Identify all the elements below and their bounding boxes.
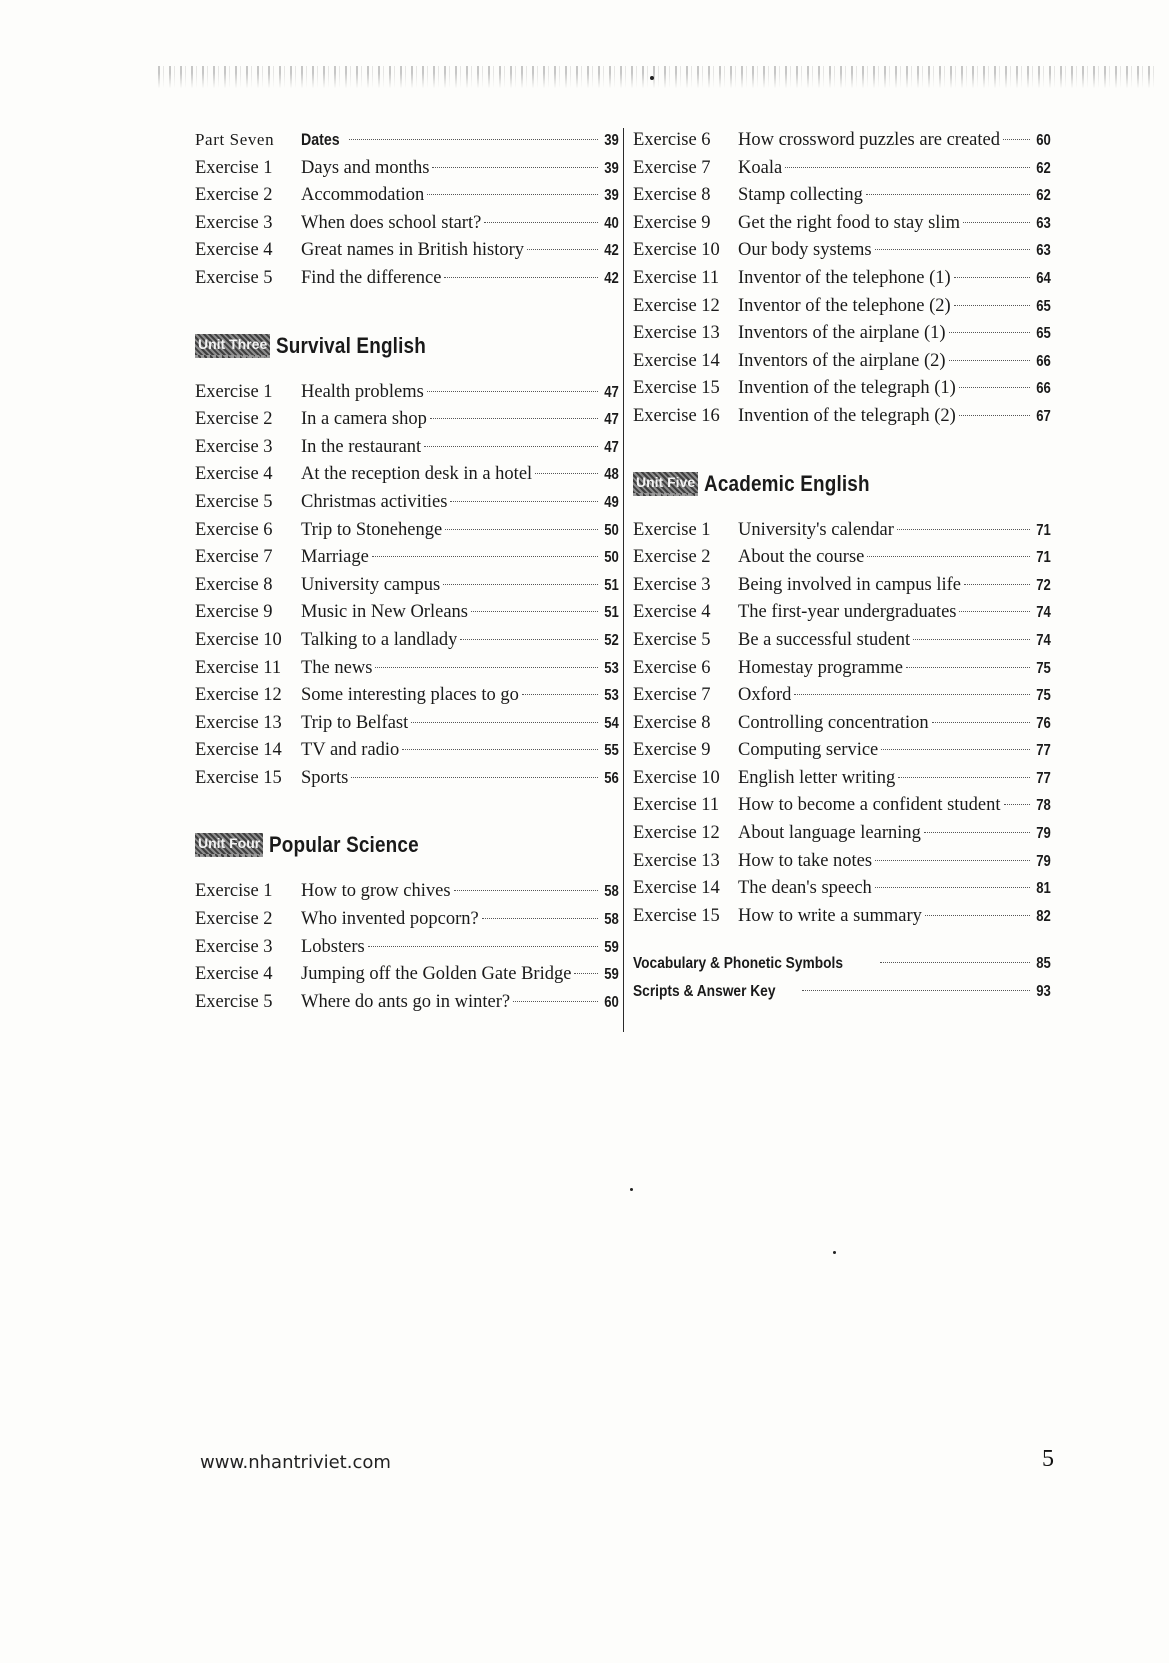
toc-page-number: 79 xyxy=(1036,852,1051,870)
toc-entry[interactable] xyxy=(195,158,619,186)
toc-page-number: 58 xyxy=(604,883,619,901)
toc-exercise-title: University's calendar xyxy=(738,519,894,540)
toc-entry[interactable] xyxy=(633,768,1051,796)
right-column xyxy=(633,130,1051,1011)
toc-exercise-title: How to take notes xyxy=(738,850,873,871)
toc-page-number: 82 xyxy=(1036,907,1051,925)
toc-exercise-title: Sports xyxy=(301,767,349,788)
leader-dots xyxy=(897,529,1030,530)
scan-noise xyxy=(158,66,1158,94)
toc-exercise-title: Marriage xyxy=(301,547,369,568)
toc-page-number: 53 xyxy=(604,687,619,705)
leader-dots xyxy=(444,277,598,278)
leader-dots xyxy=(522,694,598,695)
toc-entry[interactable] xyxy=(195,602,619,630)
leader-dots xyxy=(427,391,598,392)
toc-exercise-label: Exercise 4 xyxy=(195,964,273,985)
toc-entry[interactable] xyxy=(195,964,619,992)
leader-dots xyxy=(513,1001,598,1002)
toc-page-number: 72 xyxy=(1036,576,1051,594)
toc-exercise-title: Music in New Orleans xyxy=(301,602,468,623)
leader-dots xyxy=(574,973,598,974)
toc-entry[interactable] xyxy=(195,658,619,686)
toc-page-number: 63 xyxy=(1036,242,1051,260)
toc-entry[interactable] xyxy=(195,713,619,741)
leader-dots xyxy=(925,915,1030,916)
leader-dots xyxy=(460,639,598,640)
toc-exercise-label: Exercise 9 xyxy=(633,740,711,761)
toc-entry[interactable] xyxy=(633,851,1051,879)
toc-page-number: 50 xyxy=(604,521,619,539)
leader-dots xyxy=(411,722,598,723)
toc-exercise-label: Exercise 8 xyxy=(633,712,711,733)
toc-exercise-title: Accommodation xyxy=(301,185,425,206)
toc-page-number: 39 xyxy=(604,132,619,149)
part-seven-list xyxy=(195,158,619,296)
toc-entry[interactable] xyxy=(195,213,619,241)
unit-title: Academic English xyxy=(704,470,870,496)
toc-page-number: 52 xyxy=(604,631,619,649)
toc-exercise-title: About the course xyxy=(738,547,865,568)
footer-url[interactable]: www.nhantriviet.com xyxy=(200,1452,391,1473)
toc-appendix-entry[interactable] xyxy=(633,955,1051,983)
toc-page-number: 56 xyxy=(604,769,619,787)
leader-dots xyxy=(349,139,598,140)
toc-page-number: 42 xyxy=(604,269,619,287)
unit-three-list xyxy=(195,382,619,796)
toc-page-number: 65 xyxy=(1036,325,1051,343)
toc-exercise-label: Exercise 10 xyxy=(633,240,720,261)
toc-entry[interactable] xyxy=(633,713,1051,741)
toc-exercise-title: Stamp collecting xyxy=(738,185,863,206)
toc-exercise-title: Homestay programme xyxy=(738,657,903,678)
toc-exercise-label: Exercise 5 xyxy=(195,991,273,1012)
leader-dots xyxy=(913,639,1030,640)
unit-title: Survival English xyxy=(276,332,427,358)
toc-exercise-title: At the reception desk in a hotel xyxy=(301,464,533,485)
leader-dots xyxy=(535,473,598,474)
toc-exercise-label: Exercise 5 xyxy=(195,491,273,512)
unit-badge: Unit Four xyxy=(195,833,263,857)
toc-exercise-label: Exercise 1 xyxy=(195,881,273,902)
leader-dots xyxy=(402,749,598,750)
toc-exercise-title: Some interesting places to go xyxy=(301,685,519,706)
toc-entry[interactable] xyxy=(633,158,1051,186)
toc-exercise-title: The dean's speech xyxy=(738,878,872,899)
toc-page-number: 66 xyxy=(1036,352,1051,370)
toc-exercise-title: The first-year undergraduates xyxy=(738,602,957,623)
leader-dots xyxy=(484,222,598,223)
toc-page-number: 51 xyxy=(604,576,619,594)
toc-exercise-label: Exercise 2 xyxy=(633,547,711,568)
leader-dots xyxy=(432,167,598,168)
leader-dots xyxy=(427,194,598,195)
toc-exercise-title: Our body systems xyxy=(738,240,872,261)
leader-dots xyxy=(898,777,1030,778)
toc-page-number: 71 xyxy=(1036,549,1051,567)
toc-page-number: 63 xyxy=(1036,214,1051,232)
leader-dots xyxy=(430,418,598,419)
toc-entry[interactable] xyxy=(195,520,619,548)
toc-page-number: 39 xyxy=(604,187,619,205)
toc-page-number: 40 xyxy=(604,214,619,232)
toc-entry[interactable] xyxy=(633,185,1051,213)
toc-exercise-label: Exercise 1 xyxy=(195,157,273,178)
unit-three-heading xyxy=(195,326,619,366)
toc-exercise-title: In a camera shop xyxy=(301,409,427,430)
toc-page-number: 64 xyxy=(1036,269,1051,287)
toc-exercise-title: University campus xyxy=(301,574,441,595)
toc-exercise-label: Exercise 2 xyxy=(195,185,273,206)
toc-entry[interactable] xyxy=(633,406,1051,434)
toc-exercise-label: Exercise 5 xyxy=(633,629,711,650)
leader-dots xyxy=(949,360,1031,361)
footer-page-number: 5 xyxy=(1042,1446,1054,1472)
toc-entry[interactable] xyxy=(633,658,1051,686)
toc-exercise-label: Exercise 14 xyxy=(633,350,720,371)
toc-part-label: Part Seven xyxy=(195,130,275,149)
toc-page-number: 79 xyxy=(1036,825,1051,843)
toc-page-number: 58 xyxy=(604,911,619,929)
toc-exercise-title: Trip to Stonehenge xyxy=(301,519,443,540)
toc-page-number: 74 xyxy=(1036,604,1051,622)
toc-entry[interactable] xyxy=(195,740,619,768)
toc-exercise-label: Exercise 11 xyxy=(633,267,720,288)
toc-entry[interactable] xyxy=(195,409,619,437)
left-column xyxy=(195,130,619,1019)
toc-exercise-label: Exercise 15 xyxy=(633,378,720,399)
toc-exercise-label: Exercise 14 xyxy=(633,878,720,899)
toc-exercise-title: Controlling concentration xyxy=(738,712,929,733)
toc-exercise-label: Exercise 7 xyxy=(195,547,273,568)
toc-page-number: 65 xyxy=(1036,297,1051,315)
leader-dots xyxy=(959,611,1030,612)
unit-badge: Unit Five xyxy=(633,472,698,496)
toc-exercise-title: How to become a confident student xyxy=(738,795,1001,816)
toc-exercise-title: The news xyxy=(301,657,373,678)
toc-page-number: 74 xyxy=(1036,631,1051,649)
toc-exercise-title: Talking to a landlady xyxy=(301,629,458,650)
toc-exercise-label: Exercise 5 xyxy=(195,267,273,288)
toc-exercise-title: Inventor of the telephone (1) xyxy=(738,267,951,288)
toc-page-number: 62 xyxy=(1036,187,1051,205)
scan-speck xyxy=(833,1251,836,1254)
leader-dots xyxy=(1004,804,1031,805)
leader-dots xyxy=(875,887,1030,888)
unit-four-continued-list xyxy=(633,130,1051,434)
toc-page-number: 77 xyxy=(1036,769,1051,787)
toc-entry[interactable] xyxy=(633,296,1051,324)
toc-page-number: 85 xyxy=(1036,955,1051,973)
toc-exercise-label: Exercise 13 xyxy=(633,850,720,871)
toc-exercise-label: Exercise 8 xyxy=(633,185,711,206)
leader-dots xyxy=(471,611,598,612)
leader-dots xyxy=(454,890,599,891)
toc-exercise-title: Inventors of the airplane (2) xyxy=(738,350,946,371)
leader-dots xyxy=(443,584,598,585)
toc-page-number: 48 xyxy=(604,466,619,484)
unit-five-heading xyxy=(633,464,1051,504)
toc-exercise-label: Exercise 1 xyxy=(633,519,711,540)
toc-exercise-title: Computing service xyxy=(738,740,879,761)
leader-dots xyxy=(375,667,598,668)
toc-entry[interactable] xyxy=(633,378,1051,406)
toc-exercise-title: About language learning xyxy=(738,823,921,844)
toc-page-number: 59 xyxy=(604,938,619,956)
toc-exercise-label: Exercise 7 xyxy=(633,685,711,706)
toc-page-number: 47 xyxy=(604,411,619,429)
toc-exercise-title: Invention of the telegraph (1) xyxy=(738,378,956,399)
toc-exercise-label: Exercise 16 xyxy=(633,405,720,426)
toc-page-number: 77 xyxy=(1036,742,1051,760)
appendix-list xyxy=(633,955,1051,1010)
toc-exercise-title: Be a successful student xyxy=(738,629,911,650)
leader-dots xyxy=(802,990,1031,991)
leader-dots xyxy=(368,946,598,947)
toc-exercise-title: Who invented popcorn? xyxy=(301,909,479,930)
toc-entry[interactable] xyxy=(633,602,1051,630)
toc-exercise-label: Exercise 10 xyxy=(195,629,282,650)
toc-exercise-label: Exercise 7 xyxy=(633,157,711,178)
leader-dots xyxy=(794,694,1030,695)
toc-exercise-title: In the restaurant xyxy=(301,436,422,457)
toc-exercise-label: Exercise 15 xyxy=(195,767,282,788)
toc-exercise-label: Exercise 13 xyxy=(633,323,720,344)
toc-entry[interactable] xyxy=(633,795,1051,823)
toc-page-number: 47 xyxy=(604,438,619,456)
leader-dots xyxy=(906,667,1030,668)
toc-exercise-label: Exercise 12 xyxy=(633,823,720,844)
toc-exercise-label: Exercise 2 xyxy=(195,409,273,430)
toc-exercise-title: Days and months xyxy=(301,157,430,178)
toc-exercise-label: Exercise 4 xyxy=(195,464,273,485)
toc-page-number: 67 xyxy=(1036,407,1051,425)
leader-dots xyxy=(954,277,1031,278)
toc-page-number: 51 xyxy=(604,604,619,622)
toc-entry[interactable] xyxy=(633,323,1051,351)
toc-entry[interactable] xyxy=(633,351,1051,379)
toc-exercise-label: Exercise 6 xyxy=(633,130,711,150)
toc-appendix-title-wrap xyxy=(633,955,877,973)
toc-page-number: 75 xyxy=(1036,659,1051,677)
toc-entry[interactable] xyxy=(633,630,1051,658)
toc-page-number: 59 xyxy=(604,966,619,984)
toc-entry[interactable] xyxy=(633,906,1051,934)
toc-entry[interactable] xyxy=(633,240,1051,268)
toc-part-title: Dates xyxy=(301,131,340,149)
leader-dots xyxy=(875,860,1030,861)
toc-appendix-title-wrap xyxy=(633,983,799,1001)
unit-five-list xyxy=(633,520,1051,934)
toc-page-number: 93 xyxy=(1036,983,1051,1001)
leader-dots xyxy=(963,222,1030,223)
toc-entry[interactable] xyxy=(633,878,1051,906)
toc-exercise-label: Exercise 6 xyxy=(633,657,711,678)
toc-exercise-title: How to grow chives xyxy=(301,881,451,902)
toc-exercise-label: Exercise 10 xyxy=(633,767,720,788)
toc-exercise-label: Exercise 12 xyxy=(633,295,720,316)
toc-exercise-title: Christmas activities xyxy=(301,491,448,512)
toc-exercise-label: Exercise 3 xyxy=(195,436,273,457)
toc-exercise-title: Inventors of the airplane (1) xyxy=(738,323,946,344)
toc-exercise-title: Inventor of the telephone (2) xyxy=(738,295,951,316)
unit-four-list xyxy=(195,881,619,1019)
toc-entry[interactable] xyxy=(195,630,619,658)
toc-part-seven[interactable] xyxy=(195,130,619,158)
toc-page-number: 39 xyxy=(604,159,619,177)
toc-entry[interactable] xyxy=(633,268,1051,296)
toc-entry[interactable] xyxy=(195,685,619,713)
toc-entry[interactable] xyxy=(195,185,619,213)
toc-exercise-label: Exercise 13 xyxy=(195,712,282,733)
toc-page-number: 54 xyxy=(604,714,619,732)
leader-dots xyxy=(932,722,1031,723)
toc-exercise-title: Find the difference xyxy=(301,267,442,288)
toc-exercise-title: Koala xyxy=(738,157,783,178)
toc-exercise-label: Exercise 4 xyxy=(195,240,273,261)
toc-exercise-title: Jumping off the Golden Gate Bridge xyxy=(301,964,572,985)
toc-entry[interactable] xyxy=(633,130,1051,158)
leader-dots xyxy=(1003,139,1030,140)
leader-dots xyxy=(482,918,598,919)
scan-speck xyxy=(650,76,654,80)
toc-page-number: 50 xyxy=(604,549,619,567)
toc-page-number: 55 xyxy=(604,742,619,760)
toc-exercise-title: Health problems xyxy=(301,381,424,402)
toc-entry[interactable] xyxy=(195,881,619,909)
toc-page-number: 53 xyxy=(604,659,619,677)
leader-dots xyxy=(875,249,1031,250)
toc-exercise-label: Exercise 3 xyxy=(633,574,711,595)
toc-exercise-label: Exercise 6 xyxy=(195,519,273,540)
leader-dots xyxy=(959,387,1030,388)
toc-page-number: 81 xyxy=(1036,880,1051,898)
leader-dots xyxy=(949,332,1031,333)
unit-four-heading xyxy=(195,825,619,865)
toc-page-number: 76 xyxy=(1036,714,1051,732)
toc-entry[interactable] xyxy=(195,575,619,603)
toc-exercise-title: TV and radio xyxy=(301,740,400,761)
toc-page-number: 47 xyxy=(604,383,619,401)
toc-entry[interactable] xyxy=(195,464,619,492)
toc-entry[interactable] xyxy=(195,547,619,575)
toc-page-number: 60 xyxy=(1036,132,1051,149)
toc-exercise-label: Exercise 11 xyxy=(195,657,282,678)
toc-exercise-label: Exercise 9 xyxy=(195,602,273,623)
toc-exercise-title: When does school start? xyxy=(301,212,482,233)
toc-exercise-label: Exercise 12 xyxy=(195,685,282,706)
scan-speck xyxy=(630,1188,633,1191)
toc-exercise-title: Where do ants go in winter? xyxy=(301,991,511,1012)
toc-exercise-title: Being involved in campus life xyxy=(738,574,961,595)
toc-entry[interactable] xyxy=(195,240,619,268)
toc-exercise-title: Get the right food to stay slim xyxy=(738,212,960,233)
leader-dots xyxy=(351,777,598,778)
toc-page-number: 75 xyxy=(1036,687,1051,705)
toc-exercise-title: Great names in British history xyxy=(301,240,524,261)
leader-dots xyxy=(445,529,598,530)
toc-page-number: 60 xyxy=(604,993,619,1011)
toc-entry[interactable] xyxy=(195,268,619,296)
toc-exercise-label: Exercise 8 xyxy=(195,574,273,595)
toc-entry[interactable] xyxy=(633,547,1051,575)
unit-title: Popular Science xyxy=(269,832,420,858)
toc-entry[interactable] xyxy=(633,575,1051,603)
toc-entry[interactable] xyxy=(195,909,619,937)
column-divider xyxy=(623,128,624,1032)
toc-exercise-label: Exercise 9 xyxy=(633,212,711,233)
toc-page-number: 66 xyxy=(1036,380,1051,398)
leader-dots xyxy=(867,556,1030,557)
toc-entry[interactable] xyxy=(633,823,1051,851)
toc-exercise-title: Lobsters xyxy=(301,936,365,957)
leader-dots xyxy=(954,305,1031,306)
toc-page-number: 62 xyxy=(1036,159,1051,177)
leader-dots xyxy=(372,556,598,557)
leader-dots xyxy=(964,584,1030,585)
toc-exercise-title: How to write a summary xyxy=(738,905,922,926)
toc-exercise-label: Exercise 11 xyxy=(633,795,720,816)
toc-entry[interactable] xyxy=(633,740,1051,768)
toc-exercise-label: Exercise 4 xyxy=(633,602,711,623)
toc-exercise-label: Exercise 1 xyxy=(195,381,273,402)
toc-page-number: 78 xyxy=(1036,797,1051,815)
toc-entry[interactable] xyxy=(195,937,619,965)
toc-entry[interactable] xyxy=(195,768,619,796)
toc-entry[interactable] xyxy=(633,520,1051,548)
toc-exercise-label: Exercise 15 xyxy=(633,905,720,926)
toc-entry[interactable] xyxy=(195,992,619,1020)
toc-exercise-title: Invention of the telegraph (2) xyxy=(738,405,956,426)
toc-exercise-title: How crossword puzzles are created xyxy=(738,130,1000,150)
leader-dots xyxy=(880,962,1030,963)
leader-dots xyxy=(959,415,1030,416)
toc-exercise-label: Exercise 3 xyxy=(195,212,273,233)
toc-entry[interactable] xyxy=(195,382,619,410)
toc-exercise-title: Oxford xyxy=(738,685,792,706)
toc-appendix-entry[interactable] xyxy=(633,983,1051,1011)
toc-exercise-label: Exercise 14 xyxy=(195,740,282,761)
leader-dots xyxy=(450,501,598,502)
toc-exercise-title: Trip to Belfast xyxy=(301,712,409,733)
toc-exercise-label: Exercise 3 xyxy=(195,936,273,957)
toc-page-number: 71 xyxy=(1036,521,1051,539)
leader-dots xyxy=(924,832,1030,833)
toc-page-number: 42 xyxy=(604,242,619,260)
toc-page-number: 49 xyxy=(604,493,619,511)
toc-appendix-title: Vocabulary & Phonetic Symbols xyxy=(633,955,844,973)
unit-badge: Unit Three xyxy=(195,334,270,358)
toc-entry[interactable] xyxy=(633,213,1051,241)
toc-appendix-title: Scripts & Answer Key xyxy=(633,983,776,1001)
leader-dots xyxy=(881,749,1030,750)
leader-dots xyxy=(785,167,1030,168)
toc-entry[interactable] xyxy=(633,685,1051,713)
toc-entry[interactable] xyxy=(195,492,619,520)
leader-dots xyxy=(424,446,598,447)
toc-exercise-title: English letter writing xyxy=(738,767,896,788)
toc-entry[interactable] xyxy=(195,437,619,465)
leader-dots xyxy=(866,194,1030,195)
toc-exercise-label: Exercise 2 xyxy=(195,909,273,930)
leader-dots xyxy=(527,249,598,250)
